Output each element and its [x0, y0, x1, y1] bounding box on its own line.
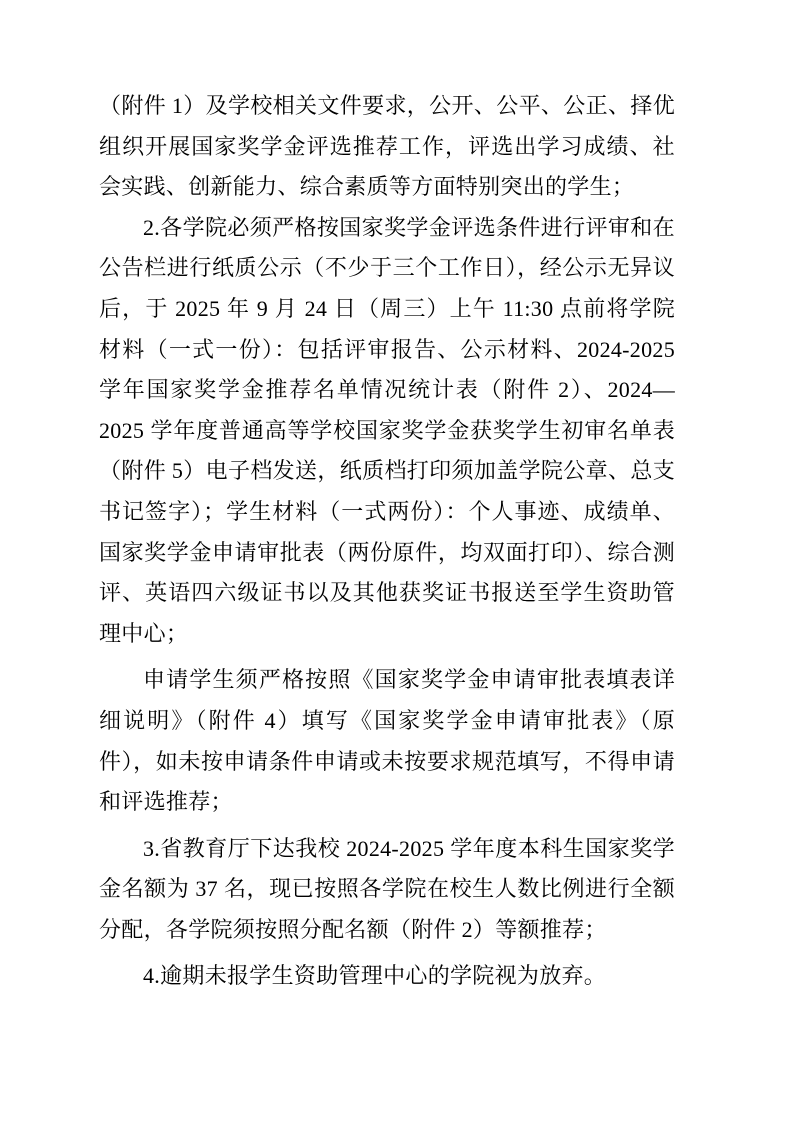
paragraph-application-form-instructions: 申请学生须严格按照《国家奖学金申请审批表填表详细说明》（附件 4）填写《国家奖学金申请审批表》（原件），如未按申请条件申请或未按要求规范填写，不得申请和评选推荐； — [99, 667, 675, 815]
paragraph-item-4-overdue-forfeit: 4.逾期未报学生资助管理中心的学院视为放弃。 — [143, 963, 607, 989]
paragraph-attachment-requirements: （附件 1）及学校相关文件要求，公开、公平、公正、择优组织开展国家奖学金评选推荐工作，评选出学习成绩、社会实践、创新能力、综合素质等方面特别突出的学生； — [99, 93, 675, 200]
paragraph-item-2-review-and-submission: 2.各学院必须严格按国家奖学金评选条件进行评审和在公告栏进行纸质公示（不少于三个工作日），经公示无异议后，于 2025 年 9 月 24 日（周三）上午 11:30 点前将学院材料（一式一份）：包括评审报告、公示材料、2024-2025 学年国家奖学金推荐名单情况统计表（附件 2）、2024—2025 学年度普通高等学校国家奖学金获奖学生初审名单表（附件 5）电子档发送，纸质档打印须加盖学院公章、总支书记签字）；学生材料（一式两份）：个人事迹、成绩单、国家奖学金申请审批表（两份原件，均双面打印）、综合测评、英语四六级证书以及其他获奖证书报送至学生资助管理中心； — [99, 214, 675, 646]
paragraph-item-3-quota-allocation: 3.省教育厅下达我校 2024-2025 学年度本科生国家奖学金名额为 37 名，现已按照各学院在校生人数比例进行全额分配，各学院须按照分配名额（附件 2）等额推荐； — [99, 835, 675, 942]
document-body — [99, 86, 675, 997]
